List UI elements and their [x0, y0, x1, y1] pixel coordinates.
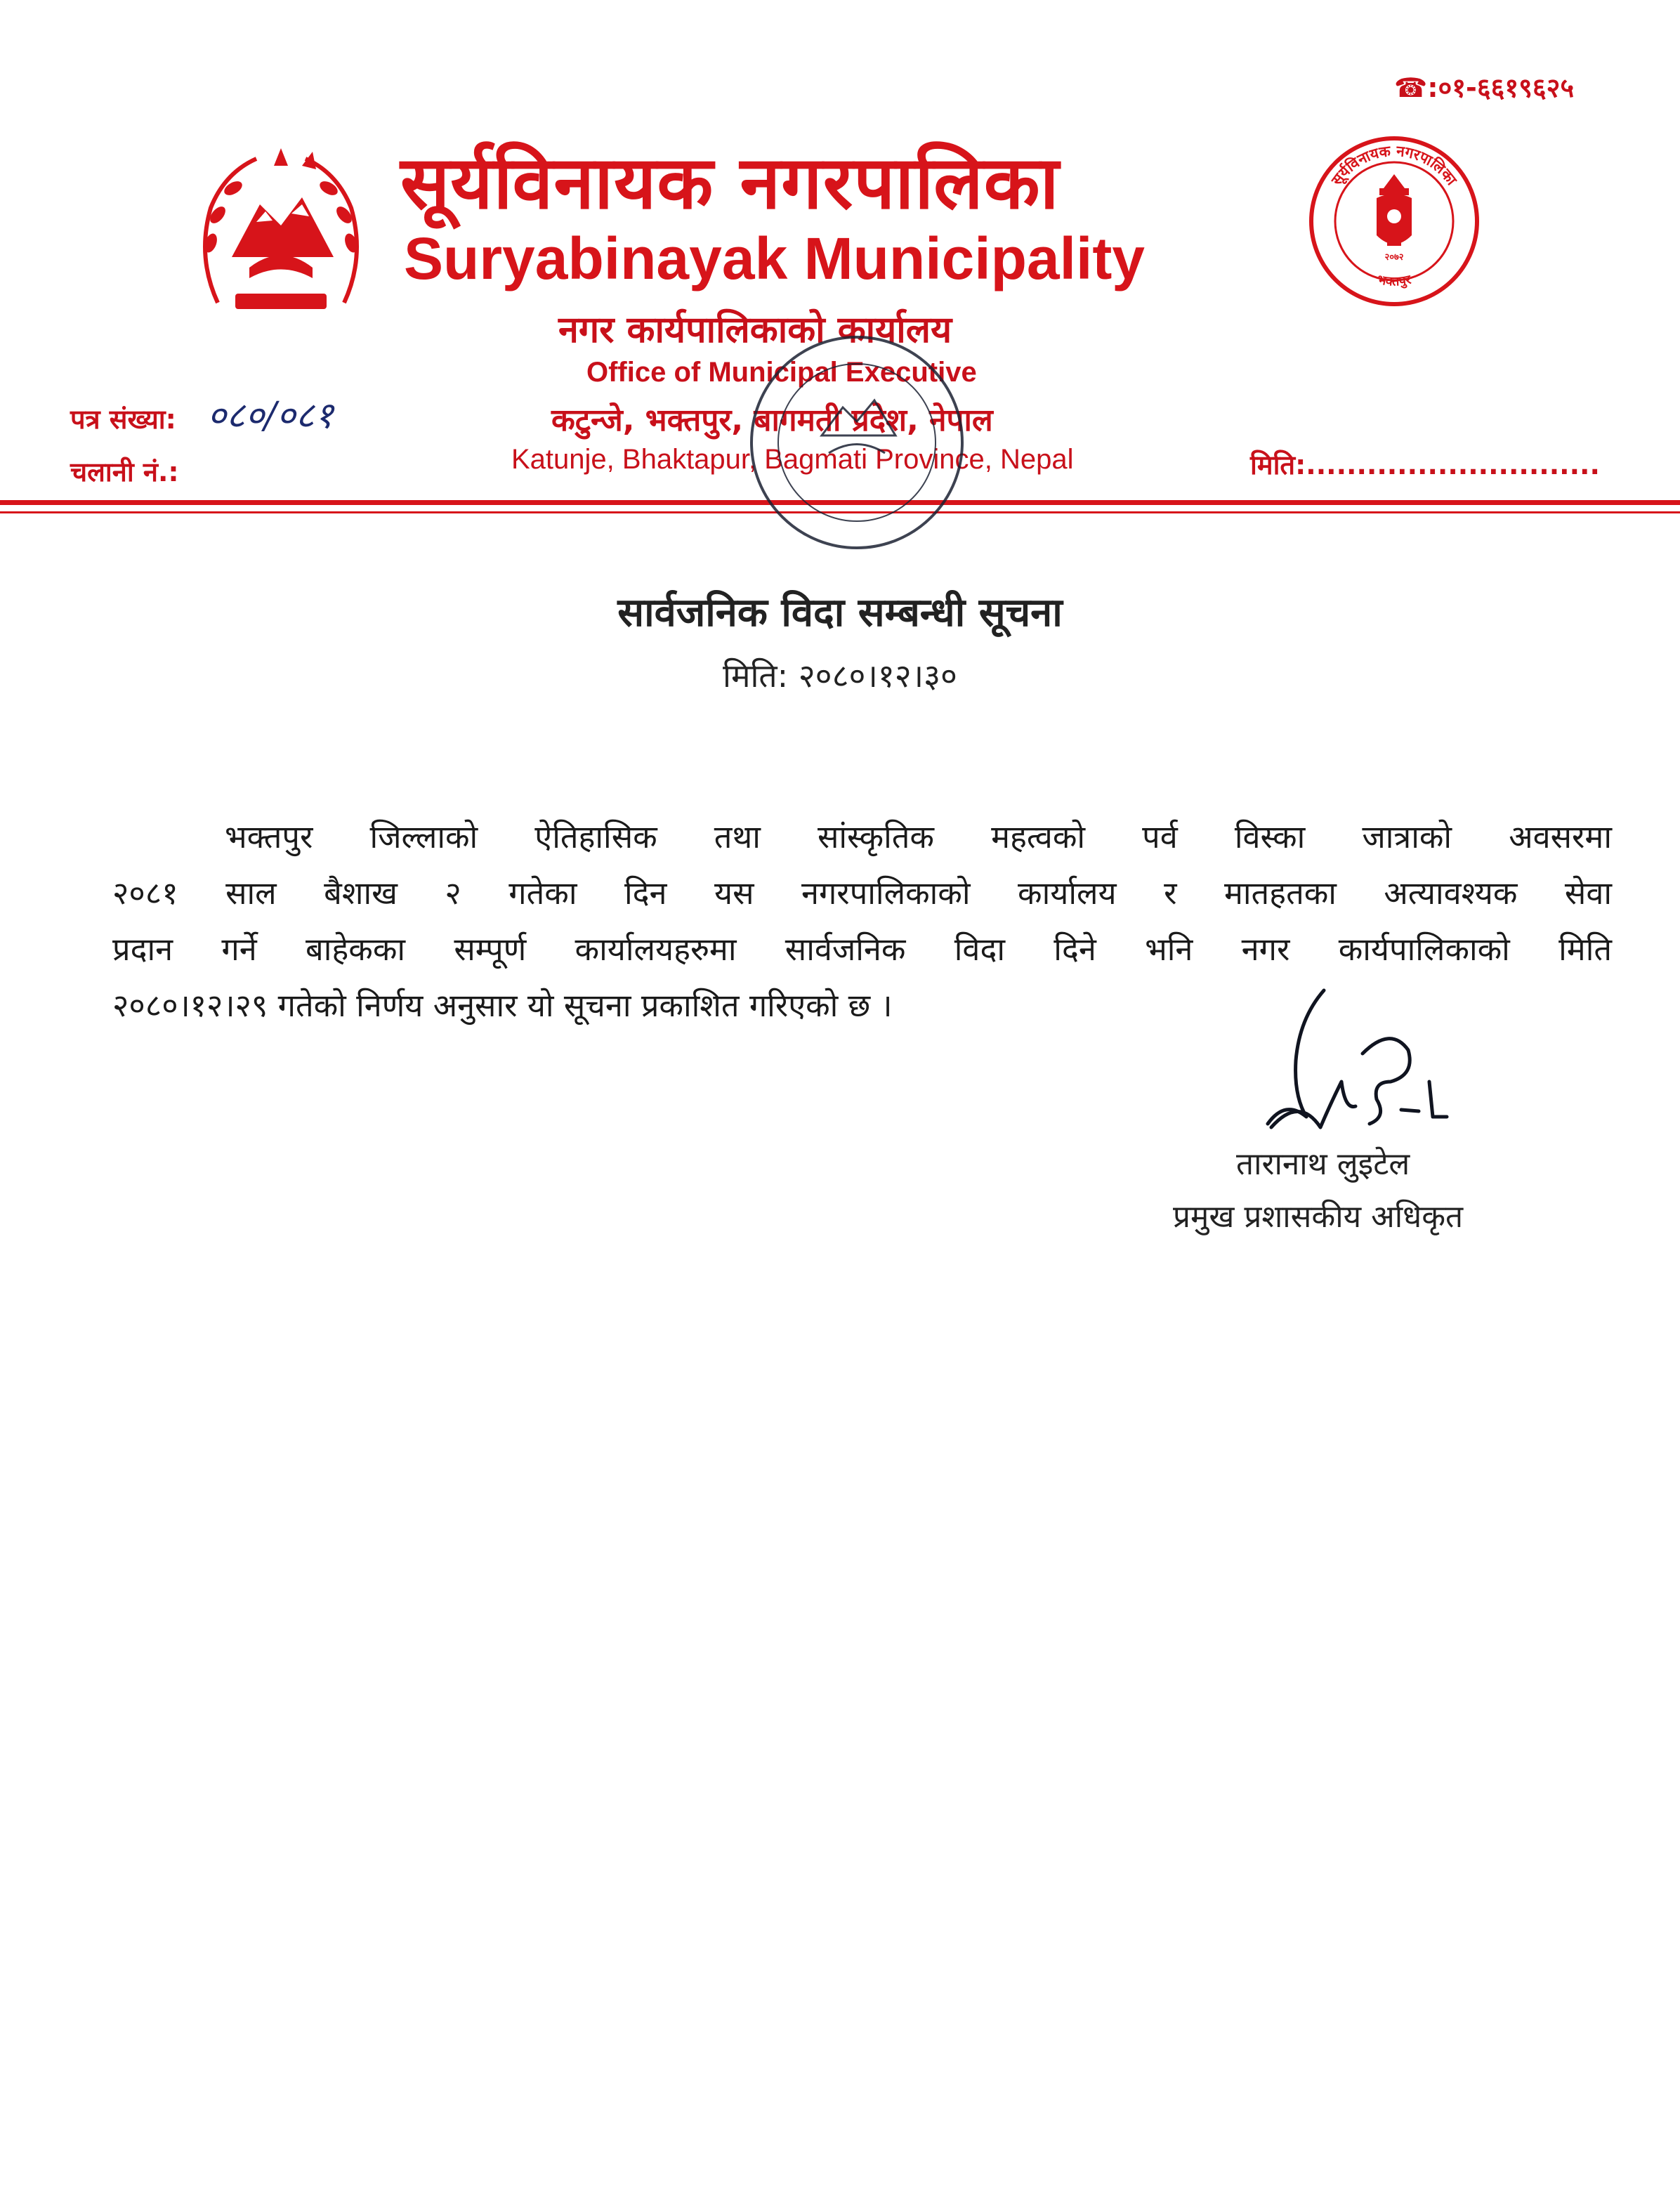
signatory-name: तारानाथ लुइटेल: [1236, 1146, 1410, 1182]
address-english: Katunje, Bhaktapur, Bagmati Province, Nepal: [511, 444, 1074, 475]
phone-number: ☎:०१-६६१९६२५: [1394, 72, 1575, 103]
signatory-designation: प्रमुख प्रशासकीय अधिकृत: [1173, 1199, 1464, 1235]
letter-number-label: पत्र संख्या:: [70, 404, 176, 435]
municipality-name-nepali: सूर्यविनायक नगरपालिका: [400, 140, 1060, 225]
office-name-english: Office of Municipal Executive: [586, 357, 977, 388]
office-stamp: [744, 330, 969, 555]
notice-date: मिति: २०८०।१२।३०: [723, 657, 957, 695]
body-line-4: २०८०।१२।२९ गतेको निर्णय अनुसार यो सूचना प्रकाशित गरिएको छ ।: [112, 987, 893, 1024]
svg-text:२०७२: २०७२: [1384, 252, 1404, 263]
body-line-1: भक्तपुर जिल्लाको ऐतिहासिक तथा सांस्कृतिक महत्वको पर्व विस्का जात्राको अवसरमा: [225, 818, 1612, 856]
svg-text:भक्तपुर: भक्तपुर: [1376, 272, 1413, 289]
dispatch-number-label: चलानी नं.:: [70, 457, 179, 487]
telephone-icon: ☎: [1394, 72, 1428, 103]
nepal-emblem-logo: [190, 138, 372, 327]
address-nepali: कटुन्जे, भक्तपुर, बागमती प्रदेश, नेपाल: [551, 402, 993, 438]
letter-number-value: ०८०/०८१: [207, 395, 334, 437]
svg-text:सूर्यविनायक नगरपालिका: सूर्यविनायक नगरपालिका: [1327, 142, 1460, 189]
municipality-seal-logo: [1306, 133, 1482, 309]
body-line-3: प्रदान गर्ने बाहेकका सम्पूर्ण कार्यालयहरुमा सार्वजनिक विदा दिने भनि नगर कार्यपालिकाको मिति: [112, 931, 1612, 968]
notice-title: सार्वजनिक विदा सम्बन्धी सूचना: [617, 590, 1063, 636]
body-line-2: २०८१ साल बैशाख २ गतेका दिन यस नगरपालिकाको कार्यालय र मातहतका अत्यावश्यक सेवा: [112, 874, 1612, 912]
date-field-label: मिति:.............................: [1250, 450, 1600, 480]
office-name-nepali: नगर कार्यपालिकाको कार्यालय: [558, 309, 952, 351]
handwritten-signature: [1257, 976, 1454, 1152]
municipality-name-english: Suryabinayak Municipality: [404, 225, 1146, 291]
